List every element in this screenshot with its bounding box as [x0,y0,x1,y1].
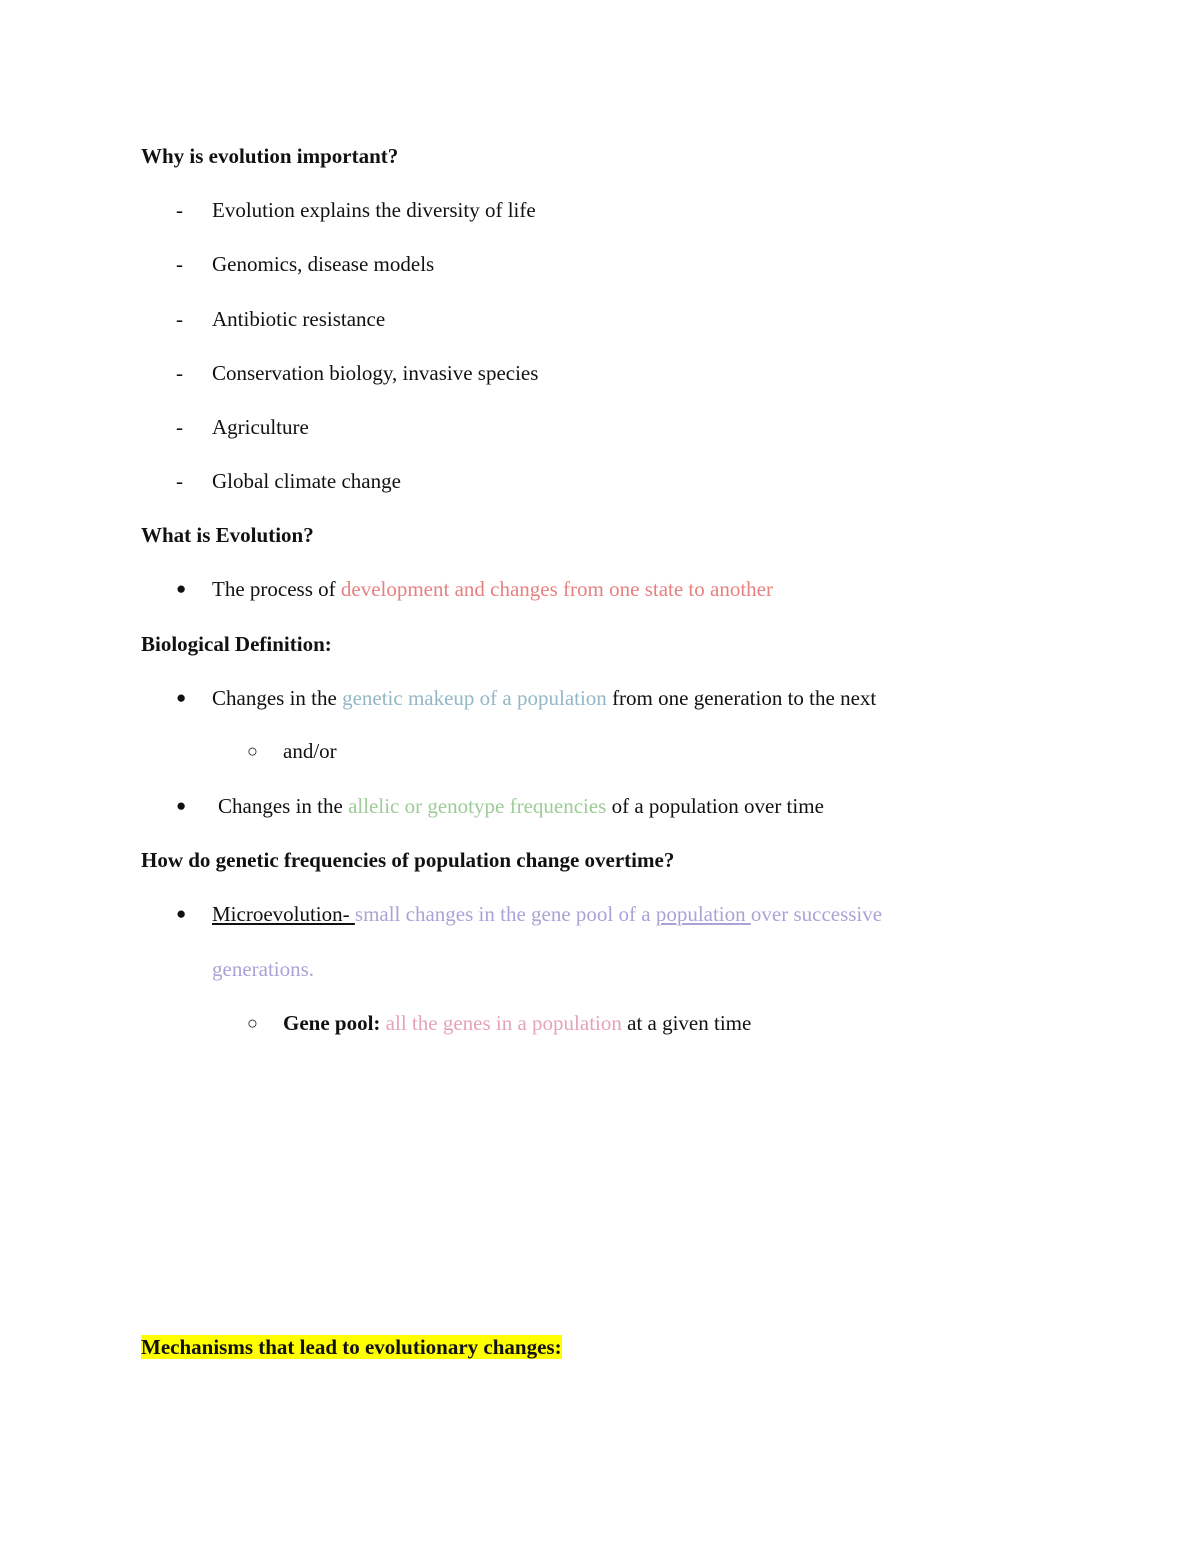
definition-text: over successive [750,902,883,926]
bullet-marker: ● [176,579,187,598]
list-item-text [212,575,773,603]
definition-text: generations. [212,957,315,981]
text-prefix: Changes in the [218,794,349,818]
heading-mechanisms [141,1333,562,1361]
heading-biological-definition: Biological Definition: [141,632,332,656]
term-gene-pool: Gene pool: [283,1011,381,1035]
text-suffix: of a population over time [606,794,824,818]
highlighted-definition: allelic or genotype frequencies [348,794,607,818]
dash-marker: - [176,307,183,331]
bullet-marker: ● [176,904,187,923]
list-item-text: Agriculture [212,415,309,439]
text-prefix: Changes in the [212,686,343,710]
dash-marker: - [176,469,183,493]
sub-list-item-text [283,1009,751,1037]
text-suffix: at a given time [621,1011,752,1035]
dash-marker: - [176,198,183,222]
definition-text: small changes in the gene pool of a [354,902,656,926]
dash-marker: - [176,361,183,385]
heading-genetic-frequencies: How do genetic frequencies of population change overtime? [141,848,675,872]
circle-bullet-marker: ○ [247,1013,258,1033]
list-item-text: Antibiotic resistance [212,307,386,331]
list-item-text: Conservation biology, invasive species [212,361,539,385]
term-microevolution: Microevolution- [212,902,355,926]
dash-marker: - [176,415,183,439]
list-item-text [212,900,882,928]
list-item-text [212,684,876,712]
definition-text: all the genes in a population [385,1011,622,1035]
bullet-marker: ● [176,688,187,707]
list-item-text: Evolution explains the diversity of life [212,198,536,222]
text-suffix: from one generation to the next [606,686,877,710]
definition-underlined-word: population [655,902,751,926]
list-item-text [218,792,824,820]
sub-list-item-text: and/or [283,739,337,763]
list-item-text: Global climate change [212,469,401,493]
heading-what-is-evolution: What is Evolution? [141,523,314,547]
highlighted-definition: genetic makeup of a population [342,686,607,710]
list-item-text: Genomics, disease models [212,252,435,276]
highlighted-heading-text: Mechanisms that lead to evolutionary changes: [141,1335,562,1359]
highlighted-definition: development and changes from one state to another [340,577,773,601]
dash-marker: - [176,252,183,276]
circle-bullet-marker: ○ [247,741,258,761]
heading-why-important: Why is evolution important? [141,144,399,168]
bullet-marker: ● [176,796,187,815]
text-prefix: The process of [212,577,341,601]
